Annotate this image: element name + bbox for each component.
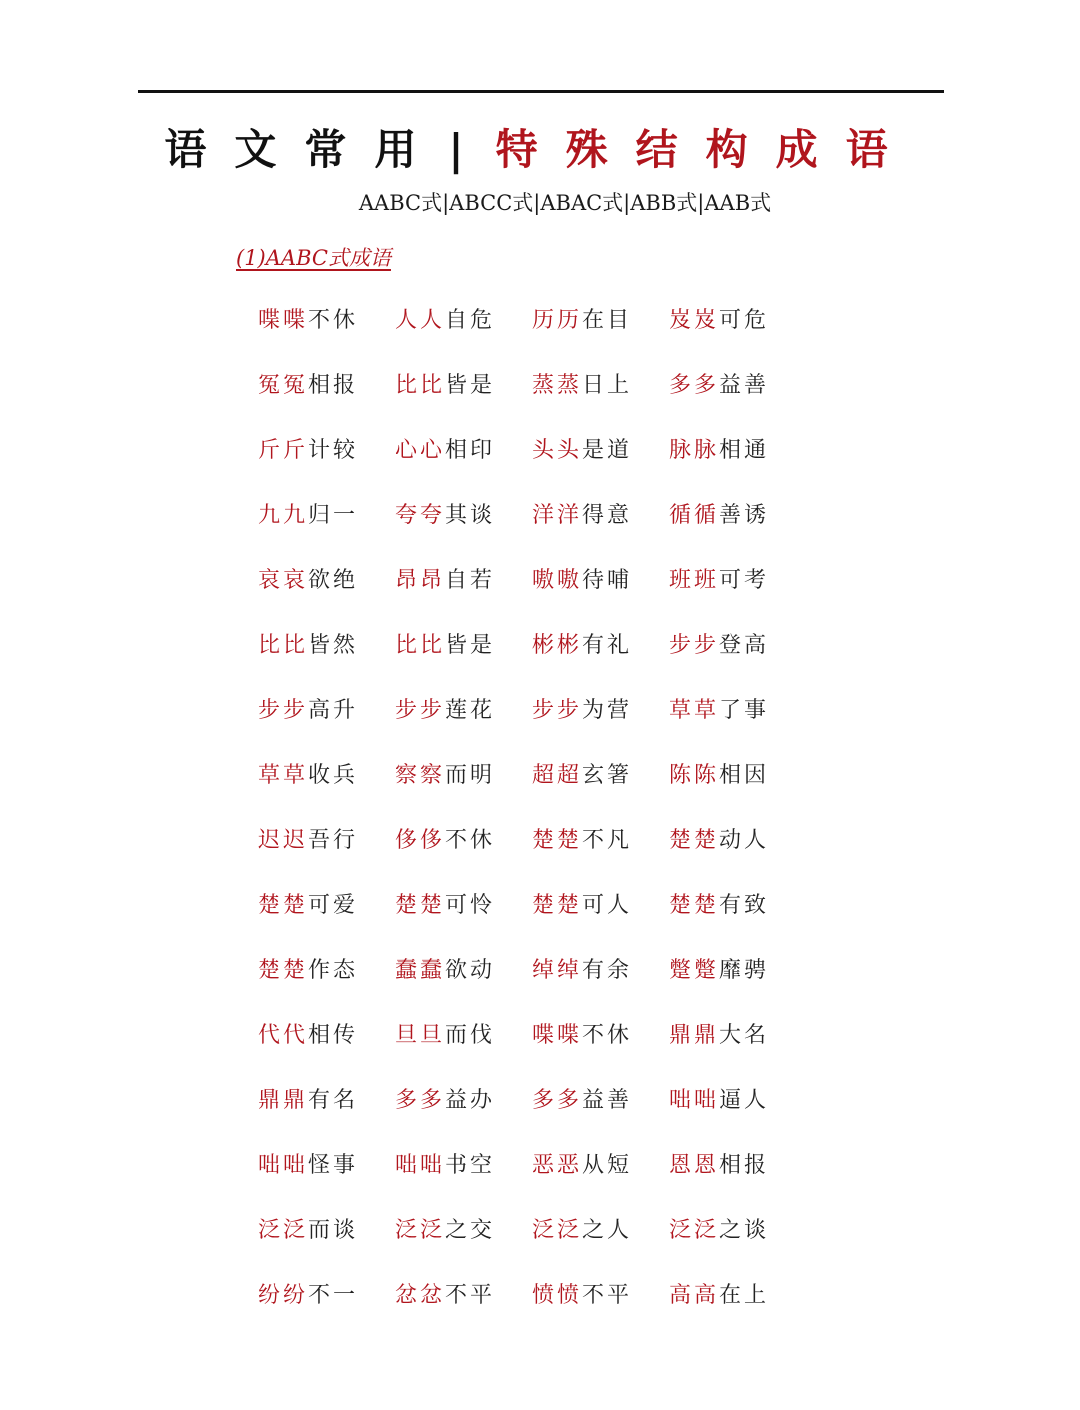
idiom-rest-part: 益善 xyxy=(719,373,770,398)
idiom-repeated-part: 恶恶 xyxy=(532,1153,583,1178)
idiom-item xyxy=(395,693,532,758)
idiom-item xyxy=(669,1213,806,1278)
idiom-repeated-part: 迟迟 xyxy=(258,828,309,853)
idiom-repeated-part: 步步 xyxy=(532,698,583,723)
idiom-rest-part: 相通 xyxy=(719,438,770,463)
idiom-item xyxy=(258,1148,395,1213)
idiom-rest-part: 而明 xyxy=(445,763,496,788)
idiom-item xyxy=(395,368,532,433)
idiom-item xyxy=(532,1213,669,1278)
idiom-rest-part: 登高 xyxy=(719,633,770,658)
idiom-rest-part: 相因 xyxy=(719,763,770,788)
idiom-item xyxy=(395,953,532,1018)
idiom-rest-part: 有致 xyxy=(719,893,770,918)
idiom-repeated-part: 泛泛 xyxy=(258,1218,309,1243)
idiom-item xyxy=(395,758,532,823)
title-prefix: 语文常用 xyxy=(164,125,445,174)
top-rule xyxy=(138,90,944,93)
idiom-item xyxy=(395,1148,532,1213)
idiom-item xyxy=(669,1083,806,1148)
idiom-repeated-part: 绰绰 xyxy=(532,958,583,983)
idiom-item xyxy=(258,1213,395,1278)
idiom-rest-part: 不休 xyxy=(308,308,359,333)
idiom-repeated-part: 超超 xyxy=(532,763,583,788)
idiom-rest-part: 逼人 xyxy=(719,1088,770,1113)
idiom-rest-part: 之人 xyxy=(582,1218,633,1243)
idiom-repeated-part: 鼎鼎 xyxy=(258,1088,309,1113)
idiom-item xyxy=(395,888,532,953)
idiom-item xyxy=(532,758,669,823)
idiom-repeated-part: 愤愤 xyxy=(532,1283,583,1308)
idiom-item xyxy=(669,888,806,953)
idiom-item xyxy=(532,498,669,563)
idiom-repeated-part: 步步 xyxy=(258,698,309,723)
idiom-item xyxy=(532,888,669,953)
idiom-rest-part: 动人 xyxy=(719,828,770,853)
idiom-rest-part: 相报 xyxy=(308,373,359,398)
idiom-rest-part: 有名 xyxy=(308,1088,359,1113)
idiom-rest-part: 了事 xyxy=(719,698,770,723)
idiom-repeated-part: 楚楚 xyxy=(669,893,720,918)
idiom-item xyxy=(258,823,395,888)
idiom-repeated-part: 恩恩 xyxy=(669,1153,720,1178)
idiom-item xyxy=(258,953,395,1018)
idiom-item xyxy=(532,1018,669,1083)
idiom-item xyxy=(669,563,806,628)
idiom-rest-part: 不休 xyxy=(445,828,496,853)
idiom-repeated-part: 陈陈 xyxy=(669,763,720,788)
idiom-repeated-part: 多多 xyxy=(669,373,720,398)
idiom-repeated-part: 夸夸 xyxy=(395,503,446,528)
idiom-repeated-part: 代代 xyxy=(258,1023,309,1048)
idiom-rest-part: 得意 xyxy=(582,503,633,528)
idiom-repeated-part: 楚楚 xyxy=(532,828,583,853)
idiom-rest-part: 相传 xyxy=(308,1023,359,1048)
idiom-rest-part: 可怜 xyxy=(445,893,496,918)
idiom-rest-part: 益办 xyxy=(445,1088,496,1113)
idiom-rest-part: 可危 xyxy=(719,308,770,333)
idiom-repeated-part: 历历 xyxy=(532,308,583,333)
idiom-rest-part: 作态 xyxy=(308,958,359,983)
idiom-item xyxy=(395,823,532,888)
idiom-rest-part: 从短 xyxy=(582,1153,633,1178)
idiom-item xyxy=(532,303,669,368)
idiom-rest-part: 而谈 xyxy=(308,1218,359,1243)
idiom-rest-part: 在目 xyxy=(582,308,633,333)
idiom-item xyxy=(258,563,395,628)
idiom-rest-part: 有余 xyxy=(582,958,633,983)
idiom-rest-part: 不平 xyxy=(445,1283,496,1308)
idiom-repeated-part: 纷纷 xyxy=(258,1283,309,1308)
idiom-repeated-part: 班班 xyxy=(669,568,720,593)
idiom-repeated-part: 人人 xyxy=(395,308,446,333)
page-title xyxy=(0,122,1080,178)
idiom-repeated-part: 楚楚 xyxy=(258,893,309,918)
idiom-repeated-part: 旦旦 xyxy=(395,1023,446,1048)
idiom-repeated-part: 哀哀 xyxy=(258,568,309,593)
idiom-rest-part: 欲动 xyxy=(445,958,496,983)
idiom-item xyxy=(532,433,669,498)
idiom-repeated-part: 高高 xyxy=(669,1283,720,1308)
idiom-rest-part: 书空 xyxy=(445,1153,496,1178)
idiom-item xyxy=(395,303,532,368)
idiom-grid xyxy=(258,303,806,1343)
idiom-rest-part: 怪事 xyxy=(308,1153,359,1178)
idiom-item xyxy=(669,1148,806,1213)
idiom-repeated-part: 泛泛 xyxy=(669,1218,720,1243)
idiom-rest-part: 吾行 xyxy=(308,828,359,853)
idiom-rest-part: 益善 xyxy=(582,1088,633,1113)
idiom-item xyxy=(395,498,532,563)
idiom-repeated-part: 洋洋 xyxy=(532,503,583,528)
idiom-item xyxy=(669,758,806,823)
idiom-rest-part: 收兵 xyxy=(308,763,359,788)
idiom-item xyxy=(258,1278,395,1343)
idiom-repeated-part: 循循 xyxy=(669,503,720,528)
idiom-item xyxy=(395,1018,532,1083)
idiom-repeated-part: 昂昂 xyxy=(395,568,446,593)
idiom-repeated-part: 头头 xyxy=(532,438,583,463)
idiom-item xyxy=(395,628,532,693)
idiom-repeated-part: 斤斤 xyxy=(258,438,309,463)
idiom-repeated-part: 多多 xyxy=(395,1088,446,1113)
idiom-item xyxy=(395,1278,532,1343)
idiom-repeated-part: 泛泛 xyxy=(532,1218,583,1243)
idiom-rest-part: 莲花 xyxy=(445,698,496,723)
idiom-repeated-part: 咄咄 xyxy=(258,1153,309,1178)
idiom-rest-part: 自危 xyxy=(445,308,496,333)
idiom-item xyxy=(258,303,395,368)
idiom-item xyxy=(258,433,395,498)
idiom-repeated-part: 冤冤 xyxy=(258,373,309,398)
idiom-item xyxy=(669,823,806,888)
idiom-item xyxy=(258,693,395,758)
idiom-rest-part: 高升 xyxy=(308,698,359,723)
idiom-item xyxy=(258,628,395,693)
idiom-item xyxy=(669,953,806,1018)
idiom-rest-part: 日上 xyxy=(582,373,633,398)
idiom-repeated-part: 嗷嗷 xyxy=(532,568,583,593)
idiom-rest-part: 可爱 xyxy=(308,893,359,918)
idiom-repeated-part: 喋喋 xyxy=(258,308,309,333)
idiom-item xyxy=(395,1213,532,1278)
idiom-rest-part: 可人 xyxy=(582,893,633,918)
idiom-item xyxy=(669,693,806,758)
idiom-repeated-part: 泛泛 xyxy=(395,1218,446,1243)
idiom-rest-part: 不平 xyxy=(582,1283,633,1308)
idiom-repeated-part: 楚楚 xyxy=(669,828,720,853)
section-heading: (1)AABC式成语 xyxy=(236,246,391,270)
idiom-repeated-part: 喋喋 xyxy=(532,1023,583,1048)
idiom-repeated-part: 蹩蹩 xyxy=(669,958,720,983)
idiom-item xyxy=(532,693,669,758)
idiom-repeated-part: 脉脉 xyxy=(669,438,720,463)
idiom-repeated-part: 察察 xyxy=(395,763,446,788)
idiom-item xyxy=(258,498,395,563)
title-main: 特殊结构成语 xyxy=(495,125,916,174)
idiom-item xyxy=(669,303,806,368)
idiom-rest-part: 而伐 xyxy=(445,1023,496,1048)
idiom-repeated-part: 侈侈 xyxy=(395,828,446,853)
idiom-repeated-part: 咄咄 xyxy=(669,1088,720,1113)
idiom-rest-part: 皆是 xyxy=(445,373,496,398)
title-separator: | xyxy=(448,125,492,174)
idiom-rest-part: 不一 xyxy=(308,1283,359,1308)
idiom-repeated-part: 步步 xyxy=(669,633,720,658)
idiom-repeated-part: 岌岌 xyxy=(669,308,720,333)
idiom-item xyxy=(532,1148,669,1213)
idiom-repeated-part: 多多 xyxy=(532,1088,583,1113)
idiom-rest-part: 自若 xyxy=(445,568,496,593)
idiom-rest-part: 靡骋 xyxy=(719,958,770,983)
idiom-item xyxy=(258,1018,395,1083)
idiom-rest-part: 玄箸 xyxy=(582,763,633,788)
idiom-item xyxy=(669,433,806,498)
idiom-rest-part: 可考 xyxy=(719,568,770,593)
idiom-rest-part: 有礼 xyxy=(582,633,633,658)
idiom-rest-part: 是道 xyxy=(582,438,633,463)
idiom-rest-part: 皆是 xyxy=(445,633,496,658)
idiom-repeated-part: 楚楚 xyxy=(532,893,583,918)
idiom-rest-part: 之交 xyxy=(445,1218,496,1243)
idiom-item xyxy=(532,368,669,433)
idiom-repeated-part: 蒸蒸 xyxy=(532,373,583,398)
idiom-repeated-part: 比比 xyxy=(258,633,309,658)
idiom-rest-part: 不凡 xyxy=(582,828,633,853)
idiom-rest-part: 之谈 xyxy=(719,1218,770,1243)
idiom-item xyxy=(669,498,806,563)
idiom-rest-part: 计较 xyxy=(308,438,359,463)
idiom-rest-part: 不休 xyxy=(582,1023,633,1048)
idiom-rest-part: 大名 xyxy=(719,1023,770,1048)
idiom-repeated-part: 草草 xyxy=(669,698,720,723)
idiom-repeated-part: 咄咄 xyxy=(395,1153,446,1178)
idiom-repeated-part: 心心 xyxy=(395,438,446,463)
idiom-repeated-part: 忿忿 xyxy=(395,1283,446,1308)
idiom-repeated-part: 鼎鼎 xyxy=(669,1023,720,1048)
idiom-item xyxy=(258,888,395,953)
idiom-item xyxy=(532,823,669,888)
idiom-repeated-part: 蠢蠢 xyxy=(395,958,446,983)
idiom-rest-part: 为营 xyxy=(582,698,633,723)
idiom-repeated-part: 彬彬 xyxy=(532,633,583,658)
idiom-item xyxy=(532,1278,669,1343)
idiom-item xyxy=(532,628,669,693)
idiom-item xyxy=(532,953,669,1018)
idiom-item xyxy=(258,368,395,433)
idiom-rest-part: 相印 xyxy=(445,438,496,463)
idiom-repeated-part: 草草 xyxy=(258,763,309,788)
idiom-rest-part: 归一 xyxy=(308,503,359,528)
idiom-item xyxy=(395,433,532,498)
idiom-item xyxy=(258,758,395,823)
idiom-item xyxy=(532,563,669,628)
idiom-item xyxy=(669,628,806,693)
idiom-rest-part: 待哺 xyxy=(582,568,633,593)
idiom-item xyxy=(395,1083,532,1148)
idiom-rest-part: 在上 xyxy=(719,1283,770,1308)
idiom-rest-part: 其谈 xyxy=(445,503,496,528)
subtitle: AABC式|ABCC式|ABAC式|ABB式|AAB式 xyxy=(358,191,772,215)
idiom-item xyxy=(669,1278,806,1343)
idiom-repeated-part: 比比 xyxy=(395,373,446,398)
idiom-rest-part: 欲绝 xyxy=(308,568,359,593)
idiom-repeated-part: 步步 xyxy=(395,698,446,723)
idiom-item xyxy=(395,563,532,628)
idiom-rest-part: 皆然 xyxy=(308,633,359,658)
idiom-repeated-part: 比比 xyxy=(395,633,446,658)
idiom-item xyxy=(258,1083,395,1148)
idiom-repeated-part: 九九 xyxy=(258,503,309,528)
idiom-repeated-part: 楚楚 xyxy=(395,893,446,918)
idiom-repeated-part: 楚楚 xyxy=(258,958,309,983)
idiom-rest-part: 善诱 xyxy=(719,503,770,528)
idiom-item xyxy=(669,1018,806,1083)
idiom-item xyxy=(669,368,806,433)
idiom-item xyxy=(532,1083,669,1148)
idiom-rest-part: 相报 xyxy=(719,1153,770,1178)
